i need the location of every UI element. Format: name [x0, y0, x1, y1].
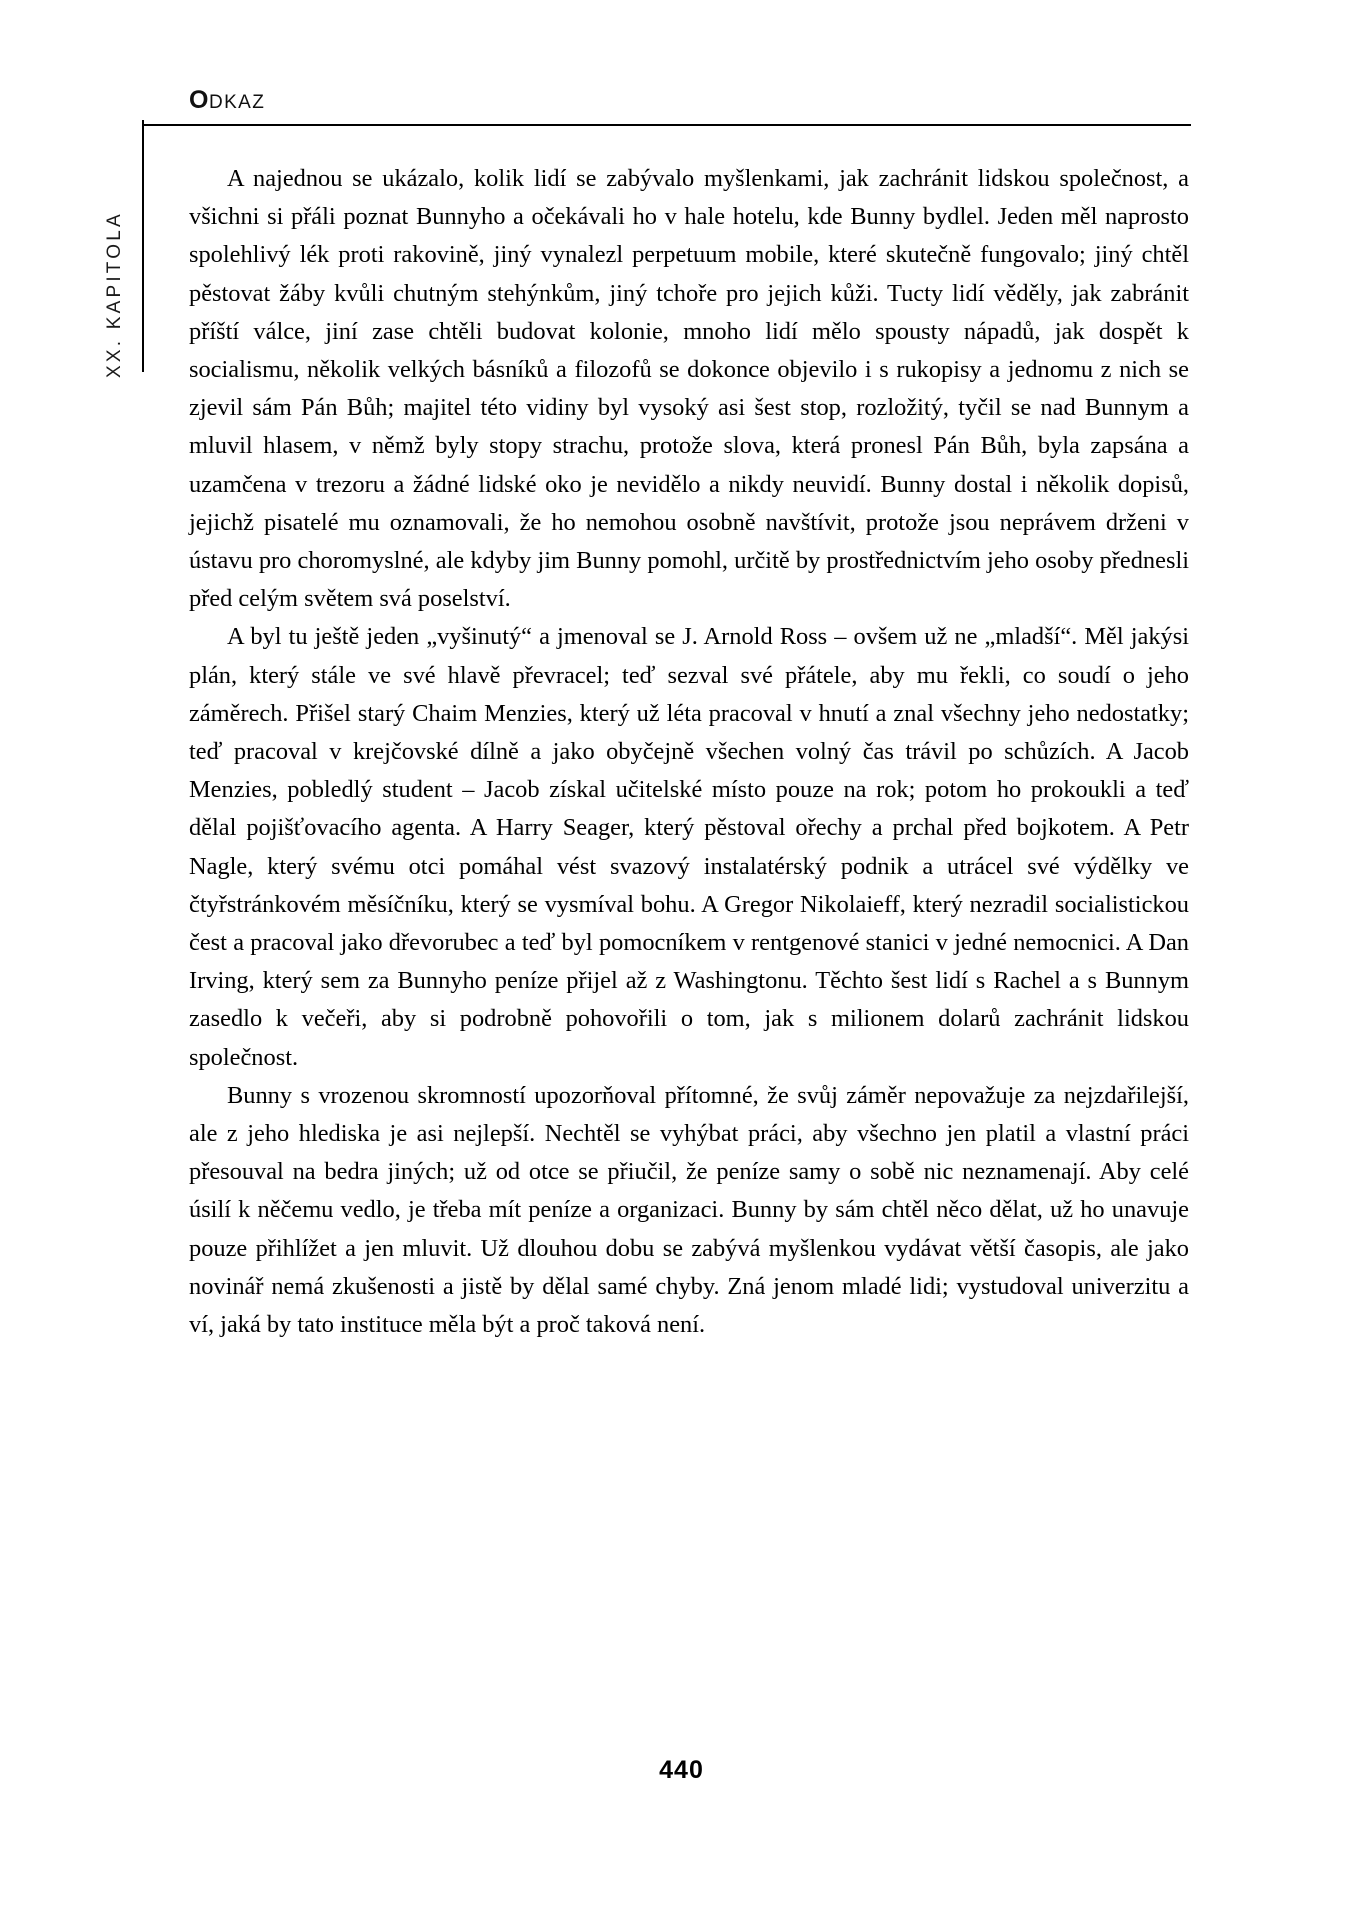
- chapter-marker-rule: [142, 120, 144, 372]
- chapter-marker: [104, 120, 144, 380]
- paragraph: A byl tu ještě jeden „vyšinutý“ a jmenoval se J. Arnold Ross – ovšem už ne „mladší“. Měl jakýsi plán, který stále ve své hlavě převracel; teď sezval své přátele, aby mu řekli, co soudí o jeho záměrech. Přišel starý Chaim Menzies, který už léta pracoval v hnutí a znal všechny jeho nedostatky; teď pracoval v krejčovské dílně a jako obyčejně všechen volný čas trávil po schůzích. A Jacob Menzies, pobledlý student – Jacob získal učitelské místo pouze na rok; potom ho prokoukli a teď dělal pojišťovacího agenta. A Harry Seager, který pěstoval ořechy a prchal před bojkotem. A Petr Nagle, který svému otci pomáhal vést svazový instalatérský podnik a utrácel své výdělky ve čtyřstránkovém měsíčníku, který se vysmíval bohu. A Gregor Nikolaieff, který nezradil socialistickou čest a pracoval jako dřevorubec a teď byl pomocníkem v rentgenové stanici v jedné nemocnici. A Dan Irving, který sem za Bunnyho peníze přijel až z Washingtonu. Těchto šest lidí s Rachel a s Bunnym zasedlo k večeři, aby si podrobně pohovořili o tom, jak s milionem dolarů zachránit lidskou společnost.: [189, 623, 1189, 1071]
- running-head-text: [189, 86, 265, 115]
- paragraph: A najednou se ukázalo, kolik lidí se zabývalo myšlenkami, jak zachránit lidskou společnost, a všichni si přáli poznat Bunnyho a očekávali ho v hale hotelu, kde Bunny bydlel. Jeden měl naprosto spolehlivý lék proti rakovině, jiný vynalezl perpetuum mobile, které skutečně fungovalo; jiný chtěl pěstovat žáby kvůli chutným stehýnkům, jiný tchoře pro jejich kůži. Tucty lidí věděly, jak zabránit příští válce, jiní zase chtěli budovat kolonie, mnoho lidí mělo spousty nápadů, jak dospět k socialismu, několik velkých básníků a filozofů se dokonce objevilo i s rukopisy a jednomu z nich se zjevil sám Pán Bůh; majitel této vidiny byl vysoký asi šest stop, rozložitý, tyčil se nad Bunnym a mluvil hlasem, v němž byly stopy strachu, protože slova, která pronesl Pán Bůh, byla zapsána a uzamčena v trezoru a žádné lidské oko je nevidělo a nikdy neuvidí. Bunny dostal i několik dopisů, jejichž pisatelé mu oznamovali, že ho nemohou osobně navštívit, protože jsou neprávem drženi v ústavu pro choromyslné, ale kdyby jim Bunny pomohl, určitě by prostřednictvím jeho osoby přednesli před celým světem svá poselství.: [189, 165, 1189, 613]
- chapter-label: XX. KAPITOLA: [104, 211, 125, 378]
- body-text-column: [189, 160, 1189, 1344]
- page-number: 440: [659, 1756, 704, 1784]
- running-head-initial: O: [189, 86, 209, 114]
- running-head-rest: DKAZ: [208, 92, 266, 113]
- running-head: [189, 86, 1189, 126]
- paragraph: Bunny s vrozenou skromností upozorňoval přítomné, že svůj záměr nepovažuje za nejzdařilejší, ale z jeho hlediska je asi nejlepší. Nechtěl se vyhýbat práci, aby všechno jen platil a vlastní práci přesouval na bedra jiných; už od otce se přiučil, že peníze samy o sobě nic neznamenají. Aby celé úsilí k něčemu vedlo, je třeba mít peníze a organizaci. Bunny by sám chtěl něco dělat, už ho unavuje pouze přihlížet a jen mluvit. Už dlouhou dobu se zabývá myšlenkou vydávat větší časopis, ale jako novinář nemá zkušenosti a jistě by dělal samé chyby. Zná jenom mladé lidi; vystudoval univerzitu a ví, jaká by tato instituce měla být a proč taková není.: [189, 1081, 1189, 1339]
- header-rule: [142, 124, 1191, 126]
